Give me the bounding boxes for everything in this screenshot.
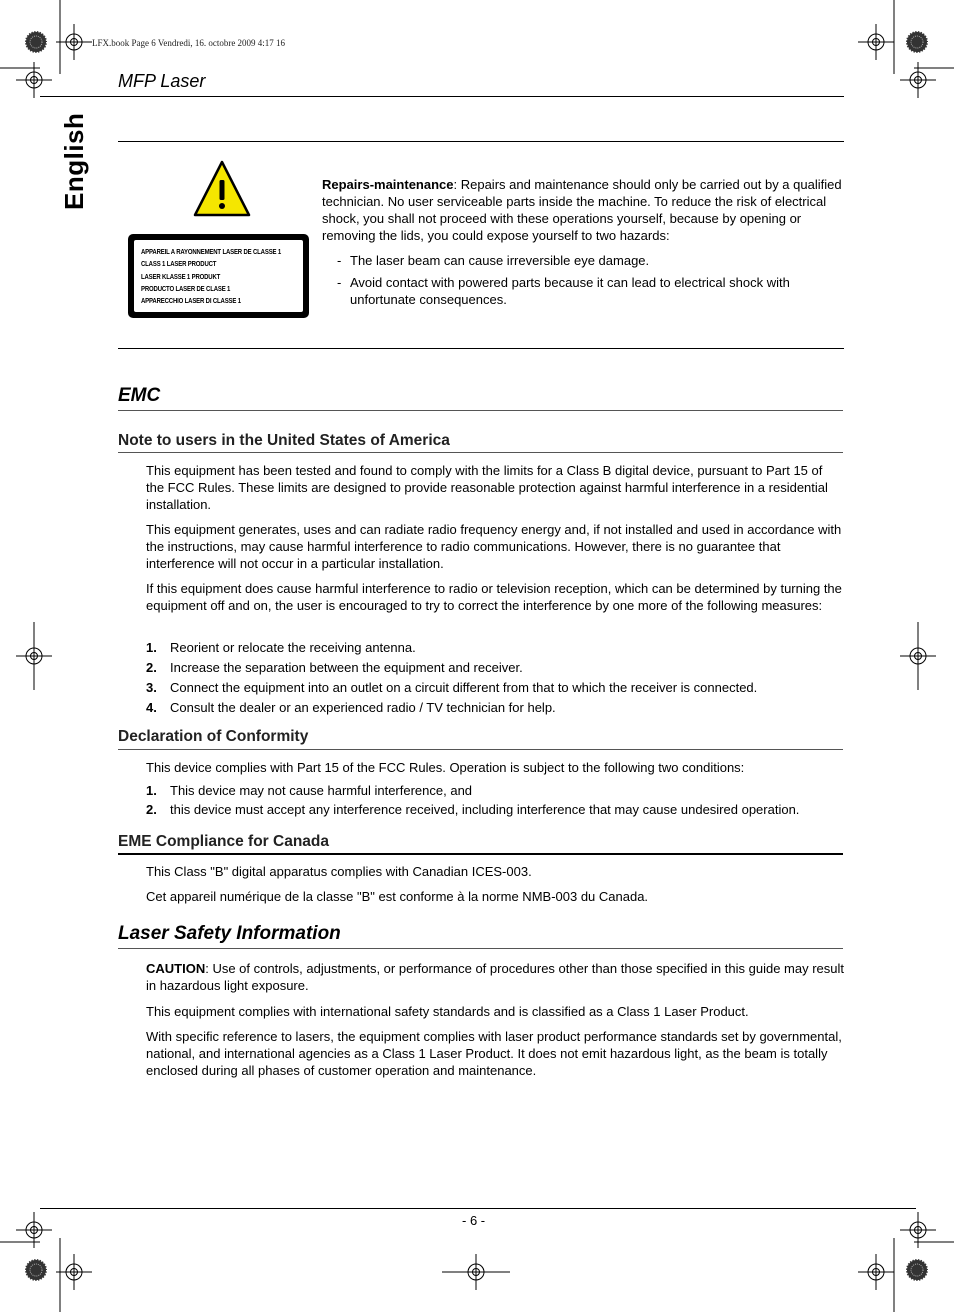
section-title-emc: EMC <box>118 385 161 406</box>
heading-rule <box>118 749 843 750</box>
heading-usa: Note to users in the United States of America <box>118 432 450 449</box>
footer-rule <box>40 1208 916 1209</box>
laser-label-line: APPAREIL A RAYONNEMENT LASER DE CLASSE 1 <box>141 247 282 256</box>
paragraph: With specific reference to lasers, the equipment complies with laser product performance standards set by governmental, national, and international agencies as a Class 1 Laser Product. It does not emit hazardous light, as the beam is totally enclosed during all phases of customer operation and maintenance. <box>146 1029 842 1078</box>
header-rule <box>40 96 844 97</box>
running-header: MFP Laser <box>118 71 206 91</box>
list-item: 4. Consult the dealer or an experienced radio / TV technician for help. <box>146 700 556 715</box>
hazard-list <box>337 252 842 308</box>
warning-text: : Repairs and maintenance should only be carried out by a qualified technician. No user serviceable parts inside the machine. To reduce the risk of electrical shock, you shall not proceed with these operations yourself, because by opening or removing the lids, you could expose yourself to two hazards: <box>322 177 842 243</box>
list-item: 1. This device may not cause harmful interference, and <box>146 783 473 798</box>
list-item: - Avoid contact with powered parts because it can lead to electrical shock with unfortunate consequences. <box>337 274 842 308</box>
measures-list <box>146 639 846 716</box>
section-rule <box>118 948 843 949</box>
heading-rule <box>118 452 843 453</box>
language-tab: English <box>59 112 89 210</box>
list-item: - The laser beam can cause irreversible eye damage. <box>337 252 842 269</box>
paragraph: Cet appareil numérique de la classe "B" est conforme à la norme NMB-003 du Canada. <box>146 889 649 904</box>
paragraph: This device complies with Part 15 of the FCC Rules. Operation is subject to the following two conditions: <box>146 760 745 775</box>
print-info: LFX.book Page 6 Vendredi, 16. octobre 2009 4:17 16 <box>92 38 286 48</box>
laser-label-line: APPARECCHIO LASER DI CLASSE 1 <box>141 296 241 306</box>
conditions-list <box>146 782 846 818</box>
caution-label: CAUTION <box>146 961 206 976</box>
warning-box-top-rule <box>118 141 844 142</box>
laser-label-line: CLASS 1 LASER PRODUCT <box>141 259 217 269</box>
list-item: 2. this device must accept any interference received, including interference that may cause undesired operation. <box>146 802 800 817</box>
repairs-maintenance-warning <box>322 176 842 313</box>
heading-conformity: Declaration of Conformity <box>118 728 309 745</box>
warning-label: Repairs-maintenance <box>322 177 454 192</box>
paragraph: If this equipment does cause harmful interference to radio or television reception, which can be determined by turning the equipment off and on, the user is encouraged to try to correct the interference by one more of the following measures: <box>146 581 842 613</box>
laser-class-label <box>128 234 309 318</box>
laser-label-line: PRODUCTO LASER DE CLASE 1 <box>141 283 231 293</box>
list-item: 2. Increase the separation between the equipment and receiver. <box>146 660 523 675</box>
paragraph: This equipment complies with international safety standards and is classified as a Class 1 Laser Product. <box>146 1004 749 1019</box>
paragraph: This equipment has been tested and found to comply with the limits for a Class B digital device, pursuant to Part 15 of the FCC Rules. These limits are designed to provide reasonable protection against harmful interference in a residential installation. <box>146 463 828 512</box>
heading-canada: EME Compliance for Canada <box>118 833 330 850</box>
section-rule <box>118 410 843 411</box>
heading-rule <box>118 853 843 855</box>
warning-box-bottom-rule <box>118 348 844 349</box>
section-title-laser-safety: Laser Safety Information <box>118 923 341 944</box>
list-item: 3. Connect the equipment into an outlet on a circuit different from that to which the receiver is connected. <box>146 680 758 695</box>
paragraph: This Class "B" digital apparatus complies with Canadian ICES-003. <box>146 864 532 879</box>
page-number: - 6 - <box>462 1213 486 1228</box>
laser-label-line: LASER KLASSE 1 PRODUKT <box>141 271 221 281</box>
warning-triangle-icon <box>193 160 251 222</box>
paragraph: This equipment generates, uses and can radiate radio frequency energy and, if not installed and used in accordance with the instructions, may cause harmful interference to radio communications. However, there is no guarantee that interference will not occur in a particular installation. <box>146 522 842 571</box>
list-item: 1. Reorient or relocate the receiving antenna. <box>146 640 416 655</box>
caution-paragraph: CAUTION: Use of controls, adjustments, or performance of procedures other than those specified in this guide may result in hazardous light exposure. <box>146 961 844 993</box>
